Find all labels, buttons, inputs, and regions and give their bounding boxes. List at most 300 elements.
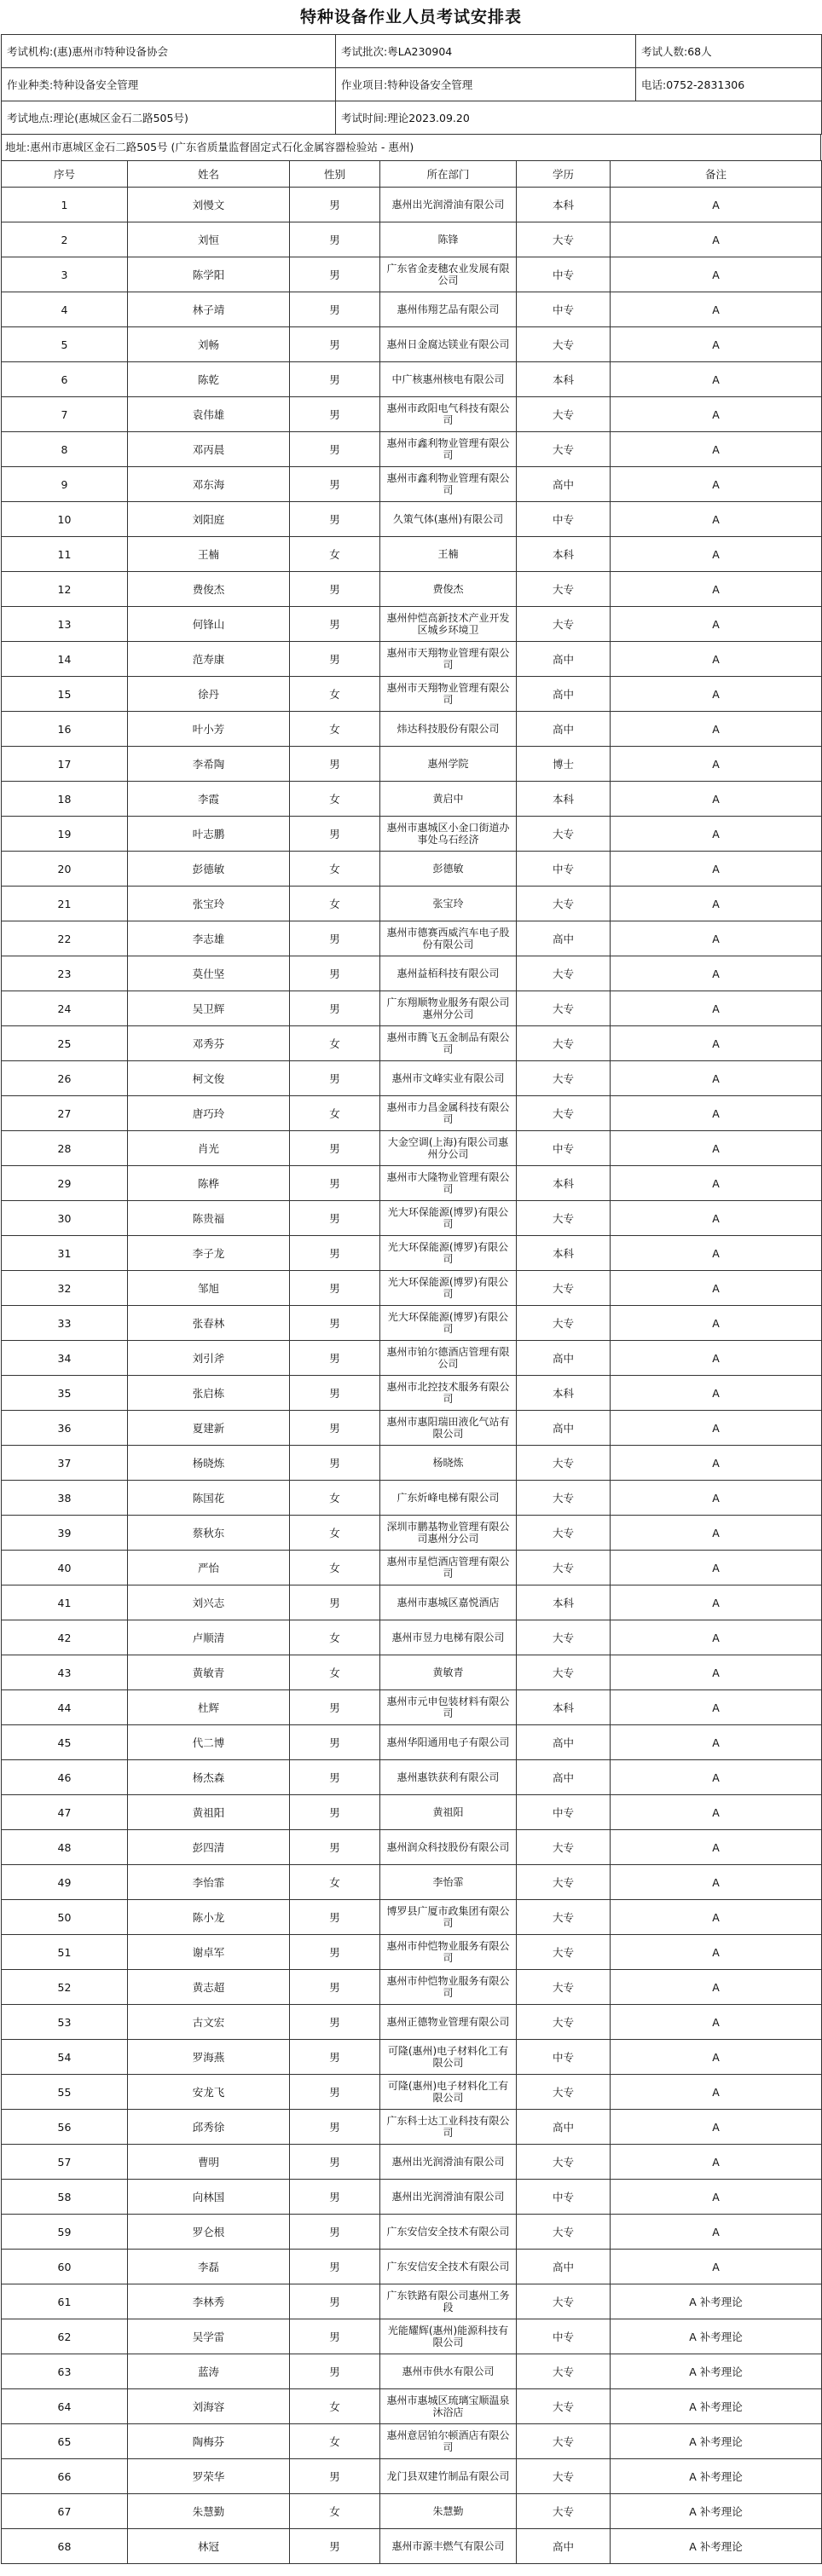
cell-name: 刘引斧 — [128, 1341, 290, 1376]
cell-education: 高中 — [517, 677, 611, 712]
cell-name: 曹明 — [128, 2145, 290, 2180]
cell-education: 大专 — [517, 2284, 611, 2319]
cell-gender: 男 — [290, 467, 380, 502]
cell-education: 大专 — [517, 2494, 611, 2529]
cell-gender: 男 — [290, 1725, 380, 1760]
cell-gender: 男 — [290, 991, 380, 1026]
cell-index: 3 — [2, 257, 128, 292]
cell-department: 惠州市源丰燃气有限公司 — [380, 2529, 517, 2564]
cell-department: 惠州市天翔物业管理有限公司 — [380, 677, 517, 712]
cell-index: 34 — [2, 1341, 128, 1376]
cell-department: 惠州市天翔物业管理有限公司 — [380, 642, 517, 677]
table-row — [2, 2215, 822, 2250]
cell-index: 28 — [2, 1131, 128, 1166]
cell-name: 卢顺清 — [128, 1620, 290, 1655]
cell-department: 彭德敏 — [380, 852, 517, 887]
cell-index: 6 — [2, 362, 128, 397]
cell-remark: A — [611, 921, 822, 956]
cell-index: 62 — [2, 2319, 128, 2354]
cell-department: 惠州伟翔艺品有限公司 — [380, 292, 517, 327]
cell-index: 36 — [2, 1411, 128, 1446]
cell-gender: 男 — [290, 327, 380, 362]
table-row — [2, 2459, 822, 2494]
cell-remark: A — [611, 677, 822, 712]
cell-education: 高中 — [517, 1725, 611, 1760]
cell-gender: 女 — [290, 1026, 380, 1061]
cell-department: 惠州润众科技股份有限公司 — [380, 1830, 517, 1865]
exam-place: 考试地点:理论(惠城区金石二路505号) — [2, 101, 336, 135]
cell-name: 林子靖 — [128, 292, 290, 327]
info-row — [2, 101, 822, 135]
cell-remark: A — [611, 1201, 822, 1236]
table-row — [2, 1516, 822, 1551]
cell-index: 14 — [2, 642, 128, 677]
cell-remark: A — [611, 1865, 822, 1900]
cell-remark: A — [611, 432, 822, 467]
cell-department: 深圳市鹏基物业管理有限公司惠州分公司 — [380, 1516, 517, 1551]
cell-education: 大专 — [517, 1620, 611, 1655]
cell-remark: A — [611, 222, 822, 257]
cell-remark: A — [611, 1620, 822, 1655]
cell-name: 杨晓炼 — [128, 1446, 290, 1481]
cell-name: 刘海容 — [128, 2389, 290, 2424]
table-row — [2, 188, 822, 222]
table-row — [2, 1166, 822, 1201]
cell-index: 40 — [2, 1551, 128, 1585]
cell-index: 29 — [2, 1166, 128, 1201]
cell-remark: A 补考理论 — [611, 2424, 822, 2459]
cell-department: 惠州市鑫利物业管理有限公司 — [380, 467, 517, 502]
cell-remark: A — [611, 467, 822, 502]
cell-name: 邓秀芬 — [128, 1026, 290, 1061]
cell-remark: A 补考理论 — [611, 2494, 822, 2529]
cell-remark: A — [611, 1166, 822, 1201]
cell-index: 43 — [2, 1655, 128, 1690]
cell-education: 大专 — [517, 1096, 611, 1131]
table-row — [2, 2354, 822, 2389]
cell-remark: A — [611, 607, 822, 642]
table-row — [2, 1690, 822, 1725]
cell-gender: 男 — [290, 2075, 380, 2110]
cell-department: 黄启中 — [380, 782, 517, 817]
cell-name: 李子龙 — [128, 1236, 290, 1271]
cell-department: 光大环保能源(博罗)有限公司 — [380, 1306, 517, 1341]
cell-education: 博士 — [517, 747, 611, 782]
cell-department: 广东炘峰电梯有限公司 — [380, 1481, 517, 1516]
cell-remark: A — [611, 2215, 822, 2250]
table-row — [2, 467, 822, 502]
cell-education: 大专 — [517, 2075, 611, 2110]
cell-education: 本科 — [517, 1236, 611, 1271]
cell-remark: A — [611, 1725, 822, 1760]
cell-name: 李志雄 — [128, 921, 290, 956]
cell-remark: A 补考理论 — [611, 2354, 822, 2389]
table-row — [2, 2284, 822, 2319]
cell-name: 彭四清 — [128, 1830, 290, 1865]
cell-name: 陈国花 — [128, 1481, 290, 1516]
cell-name: 杨杰森 — [128, 1760, 290, 1795]
cell-education: 高中 — [517, 921, 611, 956]
cell-education: 中专 — [517, 257, 611, 292]
cell-name: 蔡秋东 — [128, 1516, 290, 1551]
cell-department: 惠州华阳通用电子有限公司 — [380, 1725, 517, 1760]
table-row — [2, 1620, 822, 1655]
table-row — [2, 852, 822, 887]
cell-index: 45 — [2, 1725, 128, 1760]
cell-department: 龙门县双建竹制品有限公司 — [380, 2459, 517, 2494]
cell-remark: A — [611, 712, 822, 747]
cell-remark: A — [611, 1026, 822, 1061]
cell-department: 惠州市德赛西威汽车电子股份有限公司 — [380, 921, 517, 956]
cell-remark: A 补考理论 — [611, 2284, 822, 2319]
table-row — [2, 2319, 822, 2354]
cell-remark: A — [611, 1376, 822, 1411]
table-row — [2, 1481, 822, 1516]
table-row — [2, 1795, 822, 1830]
work-project: 作业项目:特种设备安全管理 — [336, 68, 636, 101]
info-row — [2, 68, 822, 101]
table-row — [2, 362, 822, 397]
cell-name: 李怡霏 — [128, 1865, 290, 1900]
cell-index: 38 — [2, 1481, 128, 1516]
cell-name: 邹旭 — [128, 1271, 290, 1306]
cell-gender: 男 — [290, 747, 380, 782]
cell-education: 大专 — [517, 572, 611, 607]
cell-gender: 女 — [290, 677, 380, 712]
cell-education: 大专 — [517, 817, 611, 852]
cell-index: 61 — [2, 2284, 128, 2319]
cell-remark: A — [611, 2005, 822, 2040]
cell-education: 高中 — [517, 2529, 611, 2564]
cell-gender: 男 — [290, 2040, 380, 2075]
cell-department: 惠州市惠城区嘉悦酒店 — [380, 1585, 517, 1620]
cell-name: 袁伟雄 — [128, 397, 290, 432]
cell-remark: A — [611, 1655, 822, 1690]
cell-department: 惠州市仲恺物业服务有限公司 — [380, 1970, 517, 2005]
cell-name: 李磊 — [128, 2250, 290, 2284]
table-row — [2, 642, 822, 677]
cell-index: 48 — [2, 1830, 128, 1865]
cell-remark: A — [611, 397, 822, 432]
exam-count: 考试人数:68人 — [636, 35, 822, 68]
cell-education: 中专 — [517, 2180, 611, 2215]
table-row — [2, 2075, 822, 2110]
cell-education: 大专 — [517, 1865, 611, 1900]
table-row — [2, 1935, 822, 1970]
cell-education: 大专 — [517, 1446, 611, 1481]
cell-education: 大专 — [517, 887, 611, 921]
cell-name: 王楠 — [128, 537, 290, 572]
cell-gender: 女 — [290, 852, 380, 887]
cell-education: 大专 — [517, 1830, 611, 1865]
cell-education: 大专 — [517, 2005, 611, 2040]
table-row — [2, 1271, 822, 1306]
cell-department: 黄祖阳 — [380, 1795, 517, 1830]
page-title: 特种设备作业人员考试安排表 — [299, 8, 522, 26]
cell-education: 大专 — [517, 956, 611, 991]
cell-gender: 女 — [290, 782, 380, 817]
cell-remark: A — [611, 782, 822, 817]
table-row — [2, 2180, 822, 2215]
cell-remark: A — [611, 2145, 822, 2180]
cell-education: 大专 — [517, 222, 611, 257]
cell-education: 大专 — [517, 1201, 611, 1236]
cell-gender: 男 — [290, 572, 380, 607]
cell-remark: A 补考理论 — [611, 2319, 822, 2354]
cell-education: 高中 — [517, 1411, 611, 1446]
candidate-table — [1, 160, 822, 2564]
cell-index: 65 — [2, 2424, 128, 2459]
cell-remark: A — [611, 1446, 822, 1481]
col-header-department: 所在部门 — [380, 161, 517, 188]
cell-gender: 男 — [290, 642, 380, 677]
table-row — [2, 1376, 822, 1411]
exam-org: 考试机构:(惠)惠州市特种设备协会 — [2, 35, 336, 68]
cell-department: 惠州市铂尔德酒店管理有限公司 — [380, 1341, 517, 1376]
cell-remark: A 补考理论 — [611, 2459, 822, 2494]
cell-remark: A — [611, 1760, 822, 1795]
cell-gender: 男 — [290, 2215, 380, 2250]
cell-name: 代二博 — [128, 1725, 290, 1760]
cell-name: 刘阳庭 — [128, 502, 290, 537]
cell-name: 黄志超 — [128, 1970, 290, 2005]
cell-education: 中专 — [517, 1795, 611, 1830]
table-row — [2, 1411, 822, 1446]
cell-education: 高中 — [517, 1760, 611, 1795]
cell-department: 王楠 — [380, 537, 517, 572]
cell-name: 何锋山 — [128, 607, 290, 642]
cell-department: 惠州市供水有限公司 — [380, 2354, 517, 2389]
cell-gender: 男 — [290, 2005, 380, 2040]
exam-batch: 考试批次:粤LA230904 — [336, 35, 636, 68]
table-row — [2, 432, 822, 467]
cell-gender: 男 — [290, 222, 380, 257]
cell-remark: A — [611, 1481, 822, 1516]
cell-gender: 男 — [290, 2459, 380, 2494]
cell-index: 30 — [2, 1201, 128, 1236]
table-row — [2, 607, 822, 642]
table-row — [2, 292, 822, 327]
table-row — [2, 1970, 822, 2005]
cell-gender: 女 — [290, 1481, 380, 1516]
cell-department: 博罗县广厦市政集团有限公司 — [380, 1900, 517, 1935]
cell-gender: 男 — [290, 1690, 380, 1725]
table-row — [2, 991, 822, 1026]
cell-department: 惠州市昱力电梯有限公司 — [380, 1620, 517, 1655]
cell-remark: A — [611, 1830, 822, 1865]
cell-department: 惠州市元申包装材料有限公司 — [380, 1690, 517, 1725]
table-row — [2, 817, 822, 852]
cell-remark: A — [611, 2040, 822, 2075]
cell-remark: A — [611, 2250, 822, 2284]
cell-index: 5 — [2, 327, 128, 362]
cell-gender: 女 — [290, 1096, 380, 1131]
info-row — [2, 35, 822, 68]
table-row — [2, 537, 822, 572]
cell-name: 夏建新 — [128, 1411, 290, 1446]
table-row — [2, 887, 822, 921]
cell-remark: A — [611, 991, 822, 1026]
cell-gender: 女 — [290, 887, 380, 921]
cell-index: 42 — [2, 1620, 128, 1655]
cell-name: 莫仕坚 — [128, 956, 290, 991]
table-row — [2, 1830, 822, 1865]
cell-department: 张宝玲 — [380, 887, 517, 921]
table-row — [2, 2424, 822, 2459]
cell-department: 广东翔顺物业服务有限公司惠州分公司 — [380, 991, 517, 1026]
cell-gender: 女 — [290, 2494, 380, 2529]
cell-education: 大专 — [517, 327, 611, 362]
cell-name: 罗仑根 — [128, 2215, 290, 2250]
cell-name: 叶志鹏 — [128, 817, 290, 852]
cell-education: 大专 — [517, 1026, 611, 1061]
cell-education: 高中 — [517, 2110, 611, 2145]
cell-education: 本科 — [517, 782, 611, 817]
cell-remark: A — [611, 1970, 822, 2005]
cell-gender: 男 — [290, 1935, 380, 1970]
cell-education: 中专 — [517, 852, 611, 887]
cell-gender: 男 — [290, 1760, 380, 1795]
cell-gender: 男 — [290, 397, 380, 432]
cell-education: 本科 — [517, 1376, 611, 1411]
table-row — [2, 782, 822, 817]
cell-education: 本科 — [517, 1166, 611, 1201]
cell-remark: A — [611, 1795, 822, 1830]
cell-index: 68 — [2, 2529, 128, 2564]
cell-name: 吴学雷 — [128, 2319, 290, 2354]
cell-department: 可隆(惠州)电子材料化工有限公司 — [380, 2040, 517, 2075]
cell-department: 惠州市北控技术服务有限公司 — [380, 1376, 517, 1411]
cell-name: 谢卓军 — [128, 1935, 290, 1970]
cell-name: 林冠 — [128, 2529, 290, 2564]
cell-education: 大专 — [517, 1551, 611, 1585]
cell-education: 大专 — [517, 2389, 611, 2424]
table-row — [2, 2250, 822, 2284]
cell-name: 彭德敏 — [128, 852, 290, 887]
cell-education: 高中 — [517, 642, 611, 677]
cell-gender: 男 — [290, 2284, 380, 2319]
exam-address: 地址:惠州市惠城区金石二路505号 (广东省质量监督固定式石化金属容器检验站 - 惠州) — [1, 135, 821, 160]
cell-name: 安龙飞 — [128, 2075, 290, 2110]
cell-education: 大专 — [517, 432, 611, 467]
cell-index: 52 — [2, 1970, 128, 2005]
table-row — [2, 1201, 822, 1236]
cell-index: 44 — [2, 1690, 128, 1725]
table-row — [2, 1551, 822, 1585]
cell-name: 唐巧玲 — [128, 1096, 290, 1131]
cell-name: 邓东海 — [128, 467, 290, 502]
cell-index: 20 — [2, 852, 128, 887]
cell-gender: 男 — [290, 1306, 380, 1341]
cell-education: 大专 — [517, 2215, 611, 2250]
table-row — [2, 921, 822, 956]
cell-education: 高中 — [517, 712, 611, 747]
cell-department: 大金空调(上海)有限公司惠州分公司 — [380, 1131, 517, 1166]
cell-index: 15 — [2, 677, 128, 712]
cell-index: 24 — [2, 991, 128, 1026]
cell-name: 陈小龙 — [128, 1900, 290, 1935]
cell-department: 惠州出光润滑油有限公司 — [380, 2180, 517, 2215]
cell-name: 费俊杰 — [128, 572, 290, 607]
table-row — [2, 747, 822, 782]
cell-name: 邱秀徐 — [128, 2110, 290, 2145]
table-row — [2, 2529, 822, 2564]
cell-education: 高中 — [517, 467, 611, 502]
cell-index: 11 — [2, 537, 128, 572]
table-row — [2, 2389, 822, 2424]
cell-gender: 男 — [290, 1970, 380, 2005]
cell-name: 向林国 — [128, 2180, 290, 2215]
cell-index: 58 — [2, 2180, 128, 2215]
cell-education: 大专 — [517, 2354, 611, 2389]
cell-gender: 男 — [290, 2319, 380, 2354]
cell-index: 64 — [2, 2389, 128, 2424]
cell-education: 大专 — [517, 991, 611, 1026]
cell-gender: 男 — [290, 1201, 380, 1236]
cell-education: 大专 — [517, 2459, 611, 2494]
cell-name: 罗海燕 — [128, 2040, 290, 2075]
cell-remark: A — [611, 292, 822, 327]
cell-gender: 男 — [290, 956, 380, 991]
cell-remark: A — [611, 1411, 822, 1446]
cell-remark: A — [611, 2075, 822, 2110]
cell-name: 张启栋 — [128, 1376, 290, 1411]
cell-department: 杨晓炼 — [380, 1446, 517, 1481]
cell-index: 37 — [2, 1446, 128, 1481]
cell-remark: A — [611, 2110, 822, 2145]
cell-department: 广东铁路有限公司惠州工务段 — [380, 2284, 517, 2319]
cell-index: 51 — [2, 1935, 128, 1970]
cell-index: 13 — [2, 607, 128, 642]
cell-remark: A — [611, 572, 822, 607]
cell-education: 本科 — [517, 362, 611, 397]
cell-gender: 男 — [290, 502, 380, 537]
cell-department: 惠州市惠城区小金口街道办事处乌石经济 — [380, 817, 517, 852]
cell-education: 大专 — [517, 1306, 611, 1341]
work-category: 作业种类:特种设备安全管理 — [2, 68, 336, 101]
cell-department: 炜达科技股份有限公司 — [380, 712, 517, 747]
cell-index: 8 — [2, 432, 128, 467]
cell-department: 费俊杰 — [380, 572, 517, 607]
cell-gender: 男 — [290, 1411, 380, 1446]
cell-index: 10 — [2, 502, 128, 537]
cell-education: 高中 — [517, 2250, 611, 2284]
table-row — [2, 502, 822, 537]
cell-name: 古文宏 — [128, 2005, 290, 2040]
cell-department: 光能耀辉(惠州)能源科技有限公司 — [380, 2319, 517, 2354]
cell-education: 大专 — [517, 1900, 611, 1935]
cell-gender: 男 — [290, 257, 380, 292]
table-row — [2, 1096, 822, 1131]
cell-department: 惠州市鑫利物业管理有限公司 — [380, 432, 517, 467]
cell-index: 23 — [2, 956, 128, 991]
cell-remark: A — [611, 817, 822, 852]
cell-education: 本科 — [517, 1585, 611, 1620]
cell-gender: 男 — [290, 2354, 380, 2389]
table-row — [2, 1131, 822, 1166]
cell-gender: 男 — [290, 607, 380, 642]
cell-department: 广东省金麦穗农业发展有限公司 — [380, 257, 517, 292]
cell-index: 59 — [2, 2215, 128, 2250]
cell-department: 李怡霏 — [380, 1865, 517, 1900]
cell-remark: A — [611, 1096, 822, 1131]
cell-index: 26 — [2, 1061, 128, 1096]
cell-gender: 男 — [290, 2145, 380, 2180]
cell-department: 惠州市仲恺物业服务有限公司 — [380, 1935, 517, 1970]
cell-index: 18 — [2, 782, 128, 817]
cell-gender: 男 — [290, 1376, 380, 1411]
cell-name: 蓝涛 — [128, 2354, 290, 2389]
